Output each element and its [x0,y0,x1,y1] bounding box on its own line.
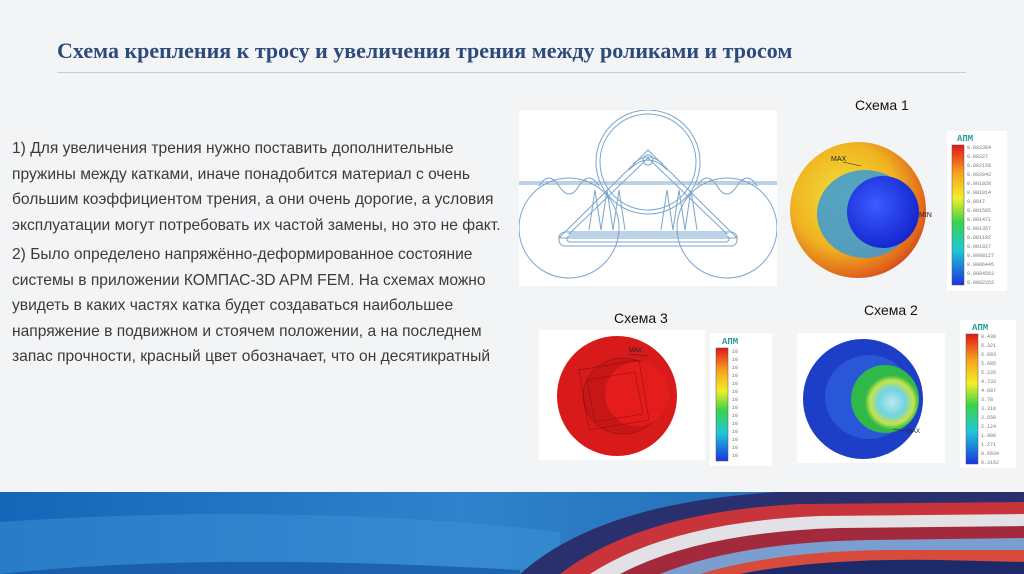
svg-text:4.733: 4.733 [981,379,997,385]
svg-text:0.0004563: 0.0004563 [967,271,995,277]
svg-text:0.0008127: 0.0008127 [967,253,995,259]
svg-text:0.00227: 0.00227 [967,154,989,160]
slide-title: Схема крепления к тросу и увеличения трения между роликами и тросом [57,38,793,63]
scheme-2-stress-image [797,333,945,463]
svg-text:10: 10 [732,445,739,451]
scheme-1-caption: Схема 1 [855,97,909,113]
footer-decoration [0,492,1024,574]
scheme-2-max-label: MAX [907,429,921,435]
svg-text:0.001928: 0.001928 [967,181,992,187]
svg-text:10: 10 [732,413,739,419]
svg-text:10: 10 [732,389,739,395]
svg-text:5.226: 5.226 [981,370,997,376]
svg-text:10: 10 [732,437,739,443]
svg-text:0.6634: 0.6634 [981,451,1000,457]
scheme-3-caption: Схема 3 [614,310,668,326]
svg-text:8.438: 8.438 [981,334,997,340]
svg-text:1.271: 1.271 [981,442,997,448]
svg-text:0.0006445: 0.0006445 [967,262,995,268]
scheme-1-legend [947,131,1007,291]
svg-text:4.097: 4.097 [981,388,997,394]
svg-text:2.124: 2.124 [981,424,997,430]
svg-text:0.0002262: 0.0002262 [967,280,995,286]
svg-text:0.001027: 0.001027 [967,244,992,250]
paragraph-2: 2) Было определено напряжённо-деформированное состояние системы в приложении КОМПАС-3D APM FEM. На схемах можно увидеть в каких частях катка будет создаваться наибольшее напряжение в подвижном и стоячем положении, а на последнем запас прочности, красный цвет обозначает, что он десятикратный [12,246,491,365]
scheme-1-min-label: MIN [919,212,932,219]
svg-text:10: 10 [732,381,739,387]
svg-text:10: 10 [732,453,739,459]
scheme-1-max-label: MAX [831,156,847,163]
svg-text:0.0017: 0.0017 [967,199,986,205]
svg-text:0.001814: 0.001814 [967,190,992,196]
svg-text:0.001471: 0.001471 [967,217,992,223]
scheme-2-caption: Схема 2 [864,302,918,318]
svg-text:3.318: 3.318 [981,406,997,412]
svg-text:0.002384: 0.002384 [967,145,992,151]
svg-text:0.001585: 0.001585 [967,208,992,214]
svg-text:1.906: 1.906 [981,433,997,439]
svg-text:10: 10 [732,397,739,403]
slide-body [12,136,510,374]
svg-text:0.002158: 0.002158 [967,163,992,169]
scheme-2-apm-logo: АПМ [972,323,989,333]
svg-text:10: 10 [732,421,739,427]
svg-text:10: 10 [732,429,739,435]
roller-spring-drawing [519,110,777,286]
svg-text:2.659: 2.659 [981,415,997,421]
svg-text:5.685: 5.685 [981,361,997,367]
svg-text:3.78: 3.78 [981,397,994,403]
scheme-3-apm-logo: АПМ [722,337,739,347]
scheme-3-max-label: MAX [629,348,643,354]
svg-text:0.3162: 0.3162 [981,460,1000,466]
scheme-2-legend [960,320,1016,468]
scheme-3-legend [710,333,772,466]
svg-text:0.002042: 0.002042 [967,172,992,178]
svg-text:0.001192: 0.001192 [967,235,992,241]
title-divider [57,72,966,73]
scheme-1-apm-logo: АПМ [957,134,974,144]
svg-text:10: 10 [732,365,739,371]
svg-text:6.321: 6.321 [981,343,997,349]
svg-text:0.001357: 0.001357 [967,226,992,232]
scheme-1-stress-image [783,132,943,282]
svg-text:10: 10 [732,357,739,363]
scheme-3-stress-image [539,330,705,460]
svg-text:10: 10 [732,405,739,411]
svg-text:10: 10 [732,373,739,379]
svg-text:10: 10 [732,349,739,355]
svg-text:6.093: 6.093 [981,352,997,358]
paragraph-1: 1) Для увеличения трения нужно поставить дополнительные пружины между катками, иначе понадобится материал с очень большим коэффициентом трения, а они очень дорогие, а условия эксплуатации могут потребовать их частой замены, но это не факт. [12,140,501,234]
